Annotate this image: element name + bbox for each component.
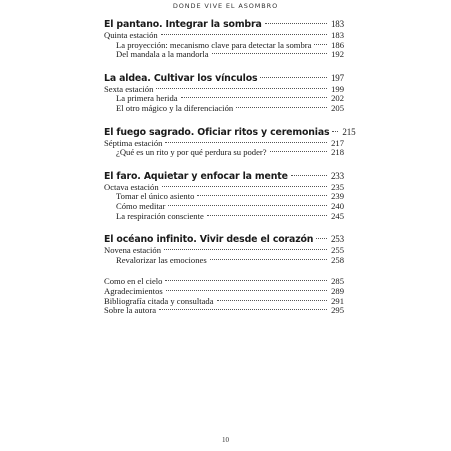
page-number: 258 [331, 254, 344, 265]
page-number: 217 [331, 137, 344, 148]
page-number: 291 [331, 295, 344, 306]
dot-leader [165, 280, 327, 281]
dot-leader [161, 34, 327, 35]
dot-leader [159, 309, 327, 310]
page-number: 183 [330, 19, 344, 29]
toc-section [104, 233, 344, 265]
page-number: 233 [330, 170, 344, 181]
dot-leader [181, 97, 327, 98]
dot-leader [168, 205, 327, 206]
toc-section [104, 170, 344, 221]
dot-leader [165, 142, 327, 143]
toc-section [104, 72, 344, 114]
subentry[interactable] [104, 50, 344, 60]
dot-leader [210, 259, 327, 260]
subentry-label: La respiración consciente [116, 210, 204, 221]
subentry-label: La proyección: mecanismo clave para detectar la sombra [116, 39, 312, 50]
dot-leader [212, 53, 327, 54]
dot-leader [236, 107, 327, 108]
subentry-label: Cómo meditar [116, 200, 166, 211]
chapter-entry[interactable] [104, 170, 344, 183]
page-number: 235 [331, 181, 344, 192]
dot-leader [332, 131, 338, 132]
page-number: 197 [330, 72, 344, 83]
subentry[interactable] [104, 256, 344, 266]
chapter-entry[interactable] [104, 126, 356, 139]
page-number: 192 [331, 49, 344, 60]
running-head: DONDE VIVE EL ASOMBRO [172, 2, 279, 10]
page-number: 255 [331, 245, 344, 256]
dot-leader [166, 290, 327, 291]
page-number: 289 [331, 285, 344, 296]
page-number: 183 [331, 30, 344, 40]
dot-leader [162, 186, 327, 187]
page-number: 199 [331, 83, 344, 94]
subentry-label: Del mandala a la mandorla [116, 49, 209, 60]
dot-leader [207, 215, 327, 216]
subentry-label: El otro mágico y la diferenciación [116, 102, 234, 113]
page-number: 253 [330, 234, 344, 245]
dot-leader [265, 23, 327, 24]
back-matter-label: Como en el cielo [104, 276, 163, 287]
subentry-label: Revalorizar las emociones [116, 254, 207, 265]
folio-page-number: 10 [222, 436, 229, 444]
page-number: 205 [331, 102, 344, 113]
back-matter-entry[interactable] [104, 306, 344, 316]
chapter-title: El faro. Aquietar y enfocar la mente [104, 170, 288, 182]
back-matter-label: Agradecimientos [104, 285, 163, 296]
subentry[interactable] [104, 104, 344, 114]
chapter-title: La aldea. Cultivar los vínculos [104, 72, 258, 84]
station-label: Novena estación [104, 245, 162, 256]
back-matter-label: Sobre la autora [104, 305, 157, 316]
page-number: 239 [331, 191, 344, 202]
dot-leader [316, 238, 327, 239]
dot-leader [260, 77, 327, 78]
dot-leader [197, 195, 327, 196]
back-matter-label: Bibliografía citada y consultada [104, 295, 214, 306]
subentry-label: ¿Qué es un rito y por qué perdura su poder? [116, 147, 267, 158]
page-number: 295 [331, 305, 344, 316]
toc-section [104, 126, 356, 158]
chapter-title: El pantano. Integrar la sombra [104, 19, 262, 30]
station-label: Quinta estación [104, 30, 158, 40]
back-matter [104, 277, 344, 315]
dot-leader [217, 300, 327, 301]
chapter-entry[interactable] [104, 72, 344, 85]
page-number: 218 [331, 147, 344, 158]
chapter-title: El océano infinito. Vivir desde el corazón [104, 234, 314, 246]
page-number: 215 [342, 126, 356, 137]
page-number: 202 [331, 93, 344, 104]
subentry[interactable] [104, 212, 344, 222]
page-number: 186 [331, 39, 344, 50]
dot-leader [314, 44, 327, 45]
dot-leader [156, 88, 327, 89]
page-number: 245 [331, 210, 344, 221]
dot-leader [291, 175, 327, 176]
chapter-title: El fuego sagrado. Oficiar ritos y ceremonias [104, 126, 330, 138]
dot-leader [164, 249, 327, 250]
subentry[interactable] [104, 148, 344, 158]
toc-section [104, 18, 344, 60]
table-of-contents [104, 18, 356, 328]
page-number: 240 [331, 200, 344, 211]
station-label: Sexta estación [104, 83, 154, 94]
station-label: Séptima estación [104, 137, 163, 148]
dot-leader [270, 151, 327, 152]
page-number: 285 [331, 276, 344, 287]
subentry-label: La primera herida [116, 93, 178, 104]
subentry-label: Tomar el único asiento [116, 191, 195, 202]
station-label: Octava estación [104, 181, 159, 192]
